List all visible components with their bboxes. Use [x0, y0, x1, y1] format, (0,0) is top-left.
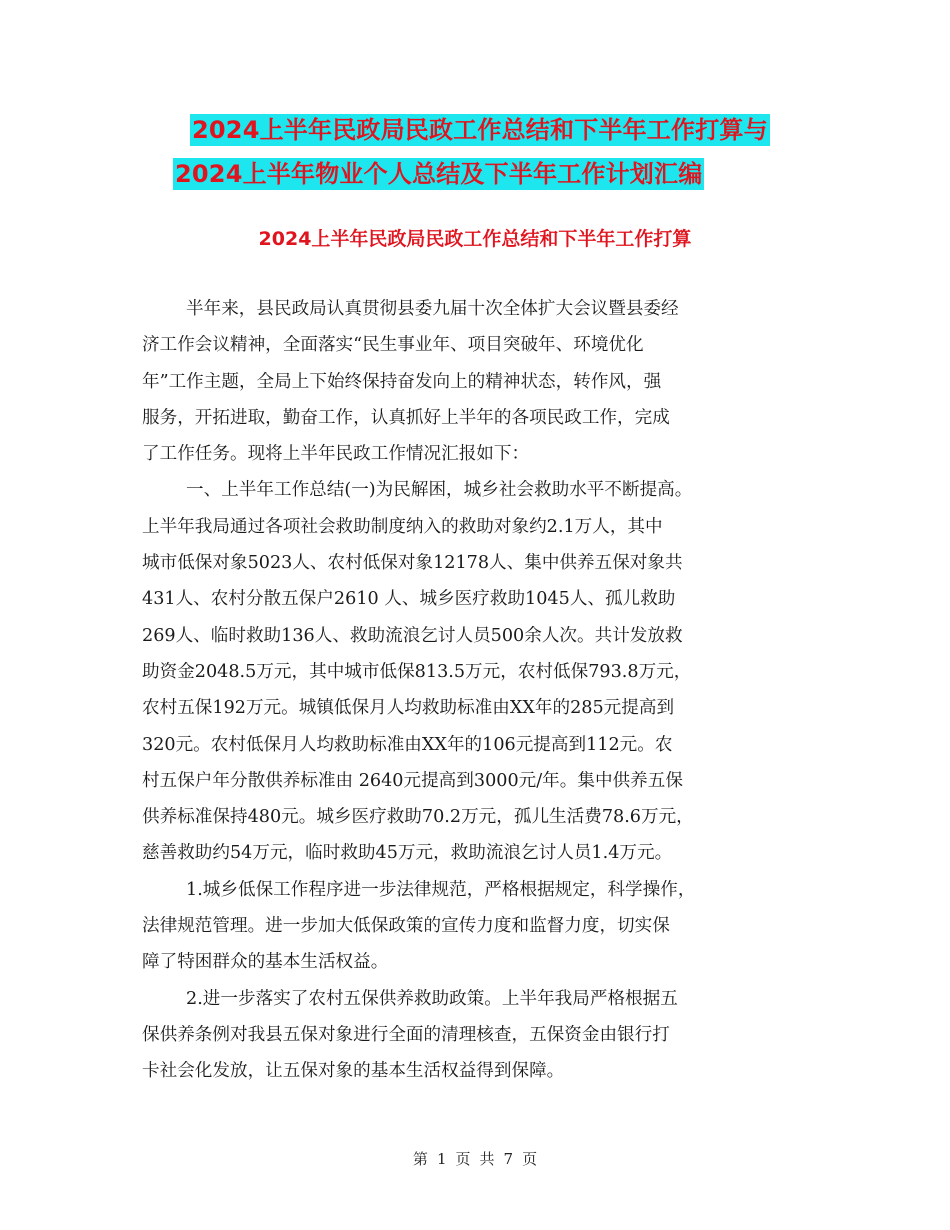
- text-line: 431人、农村分散五保户2610 人、城乡医疗救助1045人、孤儿救助: [142, 589, 676, 610]
- total-pages: 7: [503, 1150, 514, 1168]
- section-heading: 2024上半年民政局民政工作总结和下半年工作打算: [258, 228, 692, 250]
- text-line: 一、上半年工作总结(一)为民解困，城乡社会救助水平不断提高。: [186, 480, 693, 501]
- text-line: 保供养条例对我县五保对象进行全面的清理核查，五保资金由银行打: [142, 1024, 670, 1045]
- text-line: 助资金2048.5万元，其中城市低保813.5万元，农村低保793.8万元，: [142, 661, 692, 682]
- text-line: 慈善救助约54万元，临时救助45万元，救助流浪乞讨人员1.4万元。: [142, 843, 673, 864]
- text-line: 上半年我局通过各项社会救助制度纳入的救助对象约2.1万人，其中: [142, 516, 663, 537]
- page-footer: [0, 1149, 950, 1169]
- text-line: 障了特困群众的基本生活权益。: [142, 952, 389, 973]
- text-line: 卡社会化发放，让五保对象的基本生活权益得到保障。: [142, 1061, 565, 1082]
- text-line: 城市低保对象5023人、农村低保对象12178人、集中供养五保对象共: [142, 553, 683, 574]
- text-line: 服务，开拓进取，勤奋工作，认真抓好上半年的各项民政工作，完成: [142, 407, 670, 428]
- text-line: 农村五保192万元。城镇低保月人均救助标准由XX年的285元提高到: [142, 698, 675, 719]
- title-line: 2024上半年物业个人总结及下半年工作计划汇编: [175, 160, 703, 188]
- text-line: 村五保户年分散供养标准由 2640元提高到3000元/年。集中供养五保: [142, 770, 683, 791]
- text-line: 法律规范管理。进一步加大低保政策的宣传力度和监督力度，切实保: [142, 916, 670, 937]
- text-line: 年”工作主题，全局上下始终保持奋发向上的精神状态，转作风，强: [142, 371, 662, 392]
- text-line: 1.城乡低保工作程序进一步法律规范，严格根据规定，科学操作，: [186, 879, 696, 900]
- text-line: 济工作会议精神，全面落实“民生事业年、项目突破年、环境优化: [142, 335, 644, 356]
- text-line: 320元。农村低保月人均救助标准由XX年的106元提高到112元。农: [142, 734, 673, 755]
- page-number: 1: [436, 1150, 447, 1168]
- page-label-mid: 页: [455, 1150, 471, 1168]
- text-line: 供养标准保持480元。城乡医疗救助70.2万元，孤儿生活费78.6万元，: [142, 807, 694, 828]
- total-prefix: 共: [479, 1150, 495, 1168]
- text-line: 半年来，县民政局认真贯彻县委九届十次全体扩大会议暨县委经: [186, 299, 679, 319]
- page-label-prefix: 第: [412, 1150, 428, 1168]
- text-line: 269人、临时救助136人、救助流浪乞讨人员500余人次。共计发放救: [142, 625, 683, 646]
- title-line: 2024上半年民政局民政工作总结和下半年工作打算与: [192, 116, 768, 144]
- text-line: 2.进一步落实了农村五保供养救助政策。上半年我局严格根据五: [186, 988, 678, 1009]
- text-line: 了工作任务。现将上半年民政工作情况汇报如下：: [142, 444, 530, 465]
- total-suffix: 页: [522, 1150, 538, 1168]
- body-text: [142, 291, 822, 1090]
